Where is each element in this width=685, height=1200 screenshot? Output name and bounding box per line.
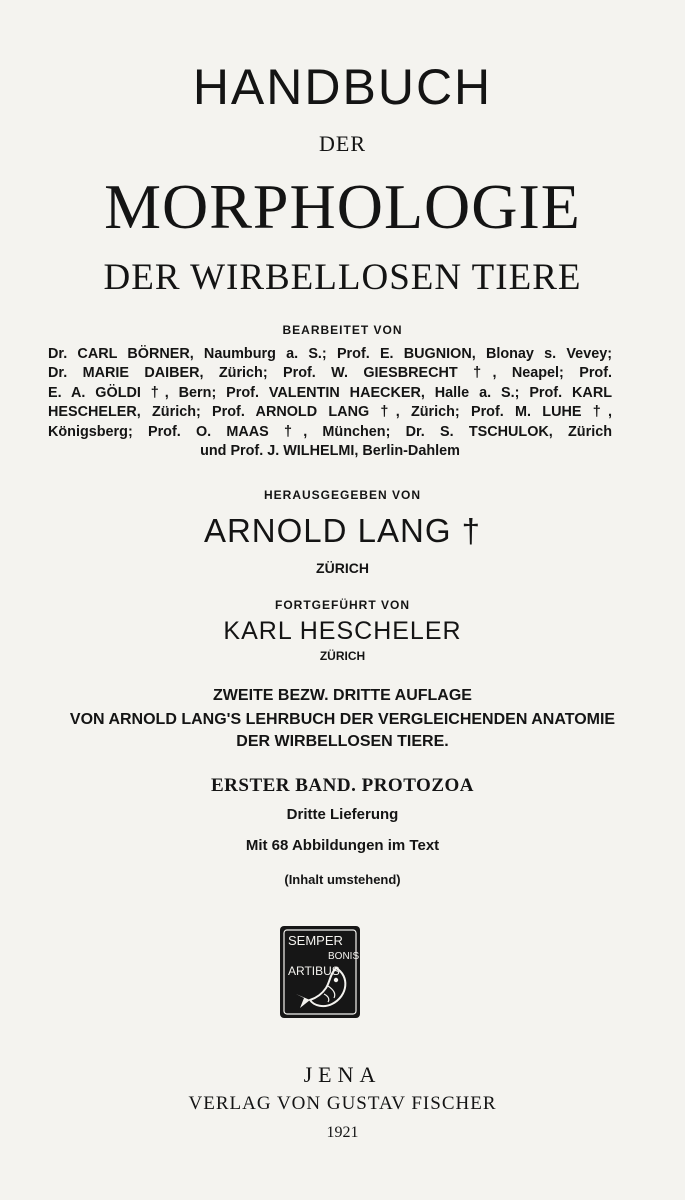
contributor-line: und Prof. J. WILHELMI, Berlin-Dahlem (200, 443, 460, 460)
edition-line: VON ARNOLD LANG'S LEHRBUCH DER VERGLEICHENDEN ANATOMIE (69, 711, 616, 728)
contributor-line: Dr. CARL BÖRNER, Naumburg a. S.; Prof. E. BUGNION, Blonay s. Vevey; (48, 346, 612, 362)
motto-line: SEMPER (288, 933, 343, 948)
continued-by-city: ZÜRICH (319, 649, 366, 663)
editor-heading: HERAUSGEGEBEN VON (263, 488, 422, 502)
imprint-publisher: VERLAG VON GUSTAV FISCHER (188, 1093, 497, 1114)
motto-line: ARTIBUS (288, 964, 340, 978)
contributor-line: Königsberg; Prof. O. MAAS †, München; Dr. S. TSCHULOK, Zürich (48, 423, 612, 440)
contributor-line: E. A. GÖLDI †, Bern; Prof. VALENTIN HAECKER, Halle a. S.; Prof. KARL (48, 384, 612, 401)
contributor-line: Dr. MARIE DAIBER, Zürich; Prof. W. GIESBRECHT †, Neapel; Prof. (48, 365, 612, 382)
contributor-line: HESCHELER, Zürich; Prof. ARNOLD LANG †, Zürich; Prof. M. LUHE †, (48, 404, 612, 421)
edition-line: ZWEITE BEZW. DRITTE AUFLAGE (213, 687, 472, 704)
continued-by-heading: FORTGEFÜHRT VON (275, 598, 410, 612)
imprint-year: 1921 (326, 1124, 359, 1141)
continued-by-name: KARL HESCHELER (223, 617, 462, 645)
editor-city: ZÜRICH (316, 560, 369, 576)
volume-title: ERSTER BAND. PROTOZOA (210, 775, 474, 796)
title-der: DER (319, 131, 366, 156)
contributors-list (48, 345, 612, 461)
volume-figures: Mit 68 Abbildungen im Text (245, 837, 440, 854)
fish-emblem-icon (278, 924, 362, 1020)
editor-name: ARNOLD LANG † (203, 512, 482, 549)
title-morphologie: MORPHOLOGIE (104, 171, 581, 242)
imprint-place: JENA (303, 1062, 382, 1087)
contributors-heading: BEARBEITET VON (282, 323, 403, 337)
motto-line: BONIS (328, 951, 360, 962)
volume-part: Dritte Lieferung (286, 806, 399, 823)
title-subtitle: DER WIRBELLOSEN TIERE (103, 257, 582, 298)
edition-line: DER WIRBELLOSEN TIERE. (236, 733, 449, 750)
title-handbuch: HANDBUCH (192, 59, 493, 115)
volume-note: (Inhalt umstehend) (284, 872, 401, 887)
